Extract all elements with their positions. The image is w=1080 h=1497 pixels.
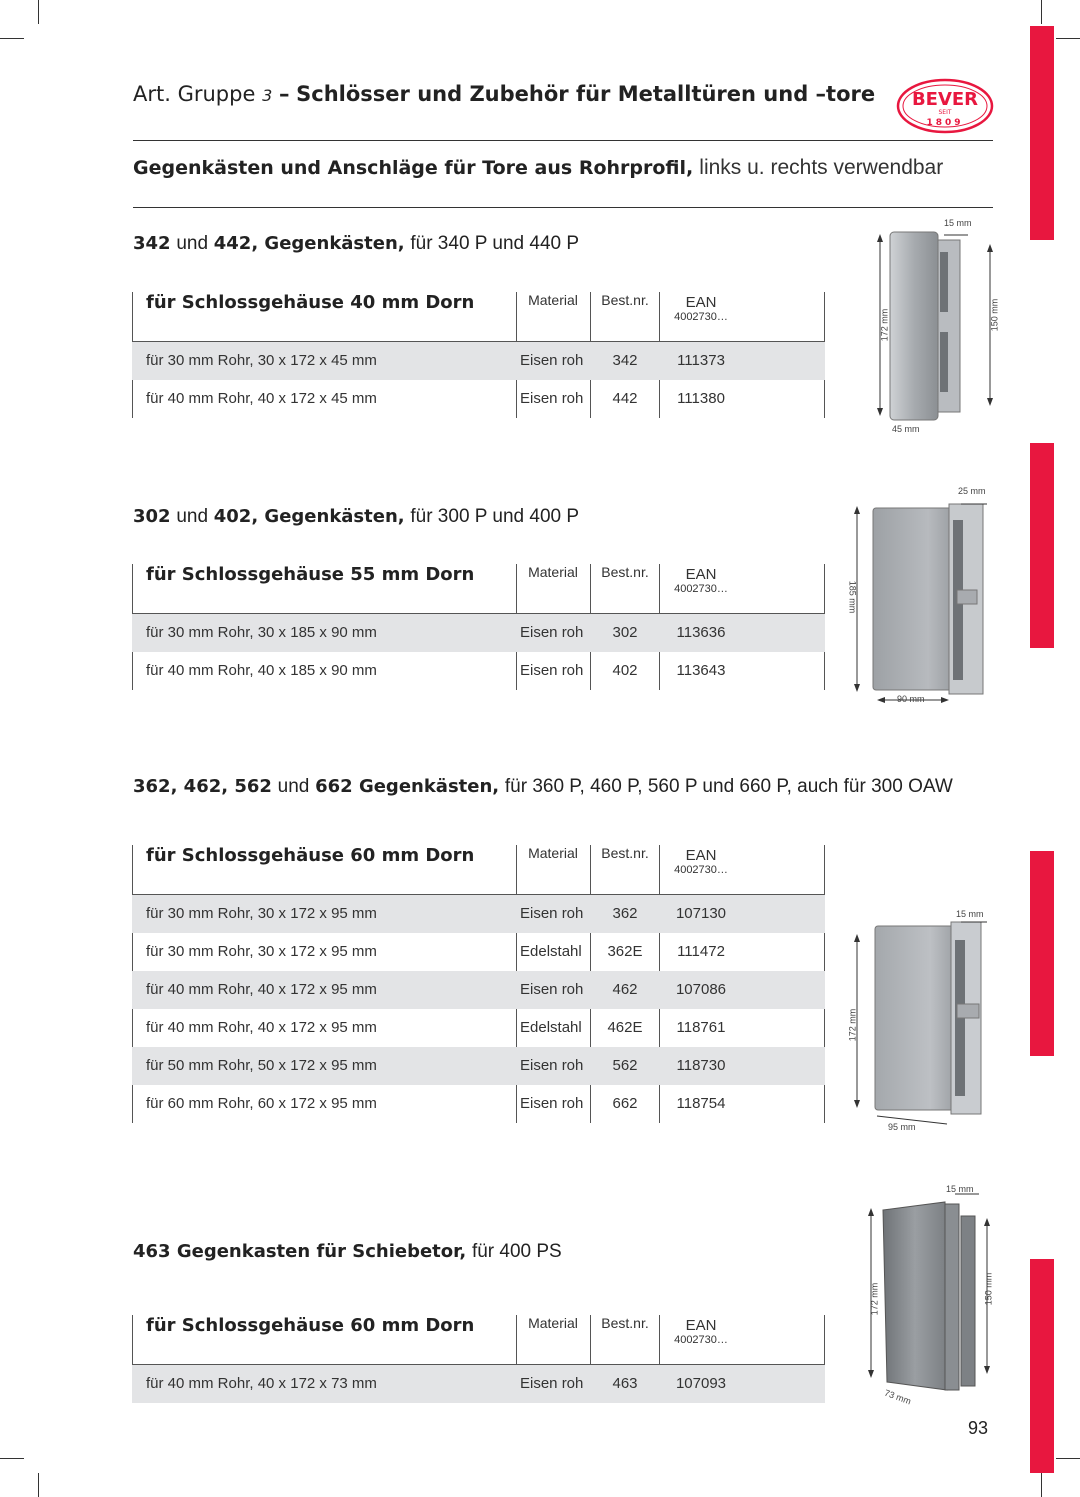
table-title: für Schlossgehäuse 60 mm Dorn bbox=[146, 1315, 475, 1336]
col-bestnr: Best.nr. bbox=[601, 845, 649, 861]
section-title: 463 Gegenkasten für Schiebetor, für 400 PS bbox=[133, 1241, 562, 1262]
crop-mark bbox=[1041, 0, 1042, 24]
table-row: für 40 mm Rohr, 40 x 172 x 95 mm Edelstahl 462E 118761 bbox=[146, 1019, 726, 1036]
table-title: für Schlossgehäuse 55 mm Dorn bbox=[146, 564, 475, 585]
dimension-label: 90 mm bbox=[897, 694, 925, 704]
dimension-label: 15 mm bbox=[956, 909, 984, 919]
logo-year: 1809 bbox=[926, 118, 964, 128]
table-header bbox=[132, 1315, 825, 1365]
product-table bbox=[132, 1315, 825, 1403]
page-number: 93 bbox=[968, 1418, 989, 1438]
table-title: für Schlossgehäuse 60 mm Dorn bbox=[146, 845, 475, 866]
crop-mark bbox=[0, 1458, 24, 1459]
dimension-label: 15 mm bbox=[944, 218, 972, 228]
dimension-label: 73 mm bbox=[883, 1387, 913, 1407]
section-title: 302 und 402, Gegenkästen, für 300 P und 400 P bbox=[133, 506, 580, 527]
col-bestnr: Best.nr. bbox=[601, 292, 649, 308]
subhead-rule bbox=[133, 207, 993, 208]
product-table bbox=[132, 845, 825, 1123]
table-header bbox=[132, 564, 825, 614]
col-ean: EAN 4002730… bbox=[674, 1317, 728, 1346]
section-title: 362, 462, 562 und 662 Gegenkästen, für 360 P, 460 P, 560 P und 660 P, auch für 300 OAW bbox=[133, 776, 953, 797]
header-rule bbox=[133, 140, 993, 141]
dimension-label: 150 mm bbox=[983, 1272, 994, 1306]
table-row: für 40 mm Rohr, 40 x 172 x 95 mm Eisen roh 462 107086 bbox=[132, 971, 825, 1009]
col-material: Material bbox=[528, 564, 578, 580]
dimension-label: 45 mm bbox=[892, 424, 920, 434]
logo-seit: SEIT bbox=[938, 109, 952, 116]
red-side-tab bbox=[1030, 851, 1054, 1056]
logo-brand: BEVER bbox=[911, 89, 979, 110]
table-row: für 40 mm Rohr, 40 x 172 x 45 mm Eisen roh 442 111380 bbox=[146, 390, 725, 407]
table-row: für 30 mm Rohr, 30 x 172 x 45 mm Eisen roh 342 111373 bbox=[132, 342, 825, 380]
table-row: für 40 mm Rohr, 40 x 172 x 73 mm Eisen roh 463 107093 bbox=[132, 1365, 825, 1403]
table-row: für 30 mm Rohr, 30 x 172 x 95 mm Eisen roh 362 107130 bbox=[132, 895, 825, 933]
crop-mark bbox=[1056, 1458, 1080, 1459]
crop-mark bbox=[1056, 38, 1080, 39]
col-material: Material bbox=[528, 1315, 578, 1331]
red-side-tab bbox=[1030, 26, 1054, 240]
dimension-label: 15 mm bbox=[946, 1184, 974, 1194]
table-row: für 40 mm Rohr, 40 x 185 x 90 mm Eisen roh 402 113643 bbox=[146, 662, 726, 679]
section-title: 342 und 442, Gegenkästen, für 340 P und 440 P bbox=[133, 233, 580, 254]
table-header bbox=[132, 845, 825, 895]
col-ean: EAN 4002730… bbox=[674, 294, 728, 323]
dimension-label: 172 mm bbox=[869, 1282, 880, 1316]
crop-mark bbox=[38, 0, 39, 24]
col-ean: EAN 4002730… bbox=[674, 566, 728, 595]
table-row: für 50 mm Rohr, 50 x 172 x 95 mm Eisen roh 562 118730 bbox=[132, 1047, 825, 1085]
bever-logo bbox=[896, 78, 994, 134]
col-ean: EAN 4002730… bbox=[674, 847, 728, 876]
product-table bbox=[132, 292, 825, 418]
table-row: für 30 mm Rohr, 30 x 172 x 95 mm Edelstahl 362E 111472 bbox=[146, 943, 725, 960]
dimension-label: 185 mm bbox=[847, 580, 858, 614]
col-bestnr: Best.nr. bbox=[601, 1315, 649, 1331]
crop-mark bbox=[1041, 1473, 1042, 1497]
dimension-label: 150 mm bbox=[989, 298, 1000, 332]
dimension-label: 95 mm bbox=[888, 1122, 916, 1132]
col-material: Material bbox=[528, 845, 578, 861]
table-row: für 30 mm Rohr, 30 x 185 x 90 mm Eisen roh 302 113636 bbox=[132, 614, 825, 652]
table-title: für Schlossgehäuse 40 mm Dorn bbox=[146, 292, 475, 313]
crop-mark bbox=[38, 1473, 39, 1497]
col-bestnr: Best.nr. bbox=[601, 564, 649, 580]
product-photo bbox=[845, 490, 1000, 710]
dimension-label: 172 mm bbox=[879, 308, 890, 342]
table-row: für 60 mm Rohr, 60 x 172 x 95 mm Eisen roh 662 118754 bbox=[146, 1095, 726, 1112]
page-subheading: Gegenkästen und Anschläge für Tore aus Rohrprofil, links u. rechts verwendbar bbox=[133, 156, 944, 179]
col-material: Material bbox=[528, 292, 578, 308]
crop-mark bbox=[0, 38, 24, 39]
dimension-label: 172 mm bbox=[847, 1008, 858, 1042]
red-side-tab bbox=[1030, 443, 1054, 648]
product-photo bbox=[845, 910, 1000, 1130]
dimension-label: 25 mm bbox=[958, 486, 986, 496]
page-header: Art. Gruppe 3 – Schlösser und Zubehör für Metalltüren und –tore bbox=[133, 82, 876, 106]
red-side-tab bbox=[1030, 1259, 1054, 1473]
product-table bbox=[132, 564, 825, 690]
table-header bbox=[132, 292, 825, 342]
